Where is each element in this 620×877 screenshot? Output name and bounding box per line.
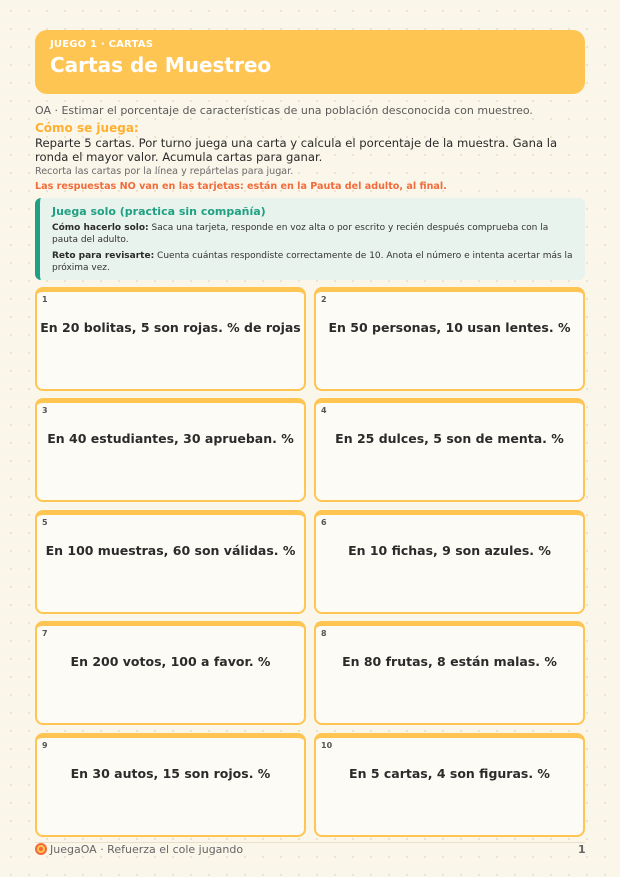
cut-note: Recorta las cartas por la línea y repártelas para jugar. xyxy=(35,166,294,177)
solo-play-box xyxy=(35,198,585,280)
card-number: 8 xyxy=(321,629,327,638)
card-number: 7 xyxy=(42,629,48,638)
card-10[interactable] xyxy=(314,733,585,837)
card-prompt: En 25 dulces, 5 son de menta. % xyxy=(335,431,564,446)
page-title: Cartas de Muestreo xyxy=(50,53,272,77)
card-prompt: En 200 votos, 100 a favor. % xyxy=(70,654,271,669)
how-to-title: Cómo se juega: xyxy=(35,121,139,135)
card-7[interactable] xyxy=(35,621,306,725)
target-icon xyxy=(35,843,47,855)
card-prompt: En 100 muestras, 60 son válidas. % xyxy=(45,543,296,558)
page-number: 1 xyxy=(578,843,586,856)
solo-challenge-label: Reto para revisarte: xyxy=(52,251,155,261)
how-to-text: Reparte 5 cartas. Por turno juega una carta y calcula el porcentaje de la muestra. Gana la ronda el mayor valor. Acumula cartas para ganar. xyxy=(35,136,558,164)
solo-challenge xyxy=(52,250,573,274)
objective-line: OA · Estimar el porcentaje de características de una población desconocida con muestreo. xyxy=(35,104,533,117)
card-number: 4 xyxy=(321,406,327,415)
card-number: 9 xyxy=(42,741,48,750)
card-5[interactable] xyxy=(35,510,306,614)
solo-title: Juega solo (practica sin compañía) xyxy=(52,205,266,218)
answers-warning: Las respuestas NO van en las tarjetas: están en la Pauta del adulto, al final. xyxy=(35,181,447,192)
footer-brand: JuegaOA · Refuerza el cole jugando xyxy=(50,843,244,856)
header-banner xyxy=(35,30,585,94)
card-prompt: En 50 personas, 10 usan lentes. % xyxy=(328,320,571,335)
card-8[interactable] xyxy=(314,621,585,725)
card-9[interactable] xyxy=(35,733,306,837)
card-prompt: En 20 bolitas, 5 son rojas. % de rojas xyxy=(40,320,301,335)
card-6[interactable] xyxy=(314,510,585,614)
card-1[interactable] xyxy=(35,287,306,391)
solo-how-text: Saca una tarjeta, responde en voz alta o por escrito y recién después comprueba con la pauta del adulto. xyxy=(52,223,549,245)
card-prompt: En 40 estudiantes, 30 aprueban. % xyxy=(47,431,294,446)
solo-challenge-text: Cuenta cuántas respondiste correctamente de 10. Anota el número e intenta acertar más la próxima vez. xyxy=(52,251,573,273)
card-prompt: En 5 cartas, 4 son figuras. % xyxy=(349,766,550,781)
card-prompt: En 30 autos, 15 son rojos. % xyxy=(70,766,271,781)
card-4[interactable] xyxy=(314,398,585,502)
card-number: 10 xyxy=(321,741,333,750)
game-kicker: JUEGO 1 · CARTAS xyxy=(50,39,154,50)
card-number: 3 xyxy=(42,406,48,415)
card-prompt: En 10 fichas, 9 son azules. % xyxy=(348,543,551,558)
card-number: 1 xyxy=(42,295,48,304)
card-3[interactable] xyxy=(35,398,306,502)
solo-how xyxy=(52,222,573,246)
card-number: 6 xyxy=(321,518,327,527)
card-2[interactable] xyxy=(314,287,585,391)
card-number: 2 xyxy=(321,295,327,304)
card-number: 5 xyxy=(42,518,48,527)
card-prompt: En 80 frutas, 8 están malas. % xyxy=(342,654,557,669)
solo-how-label: Cómo hacerlo solo: xyxy=(52,223,149,233)
